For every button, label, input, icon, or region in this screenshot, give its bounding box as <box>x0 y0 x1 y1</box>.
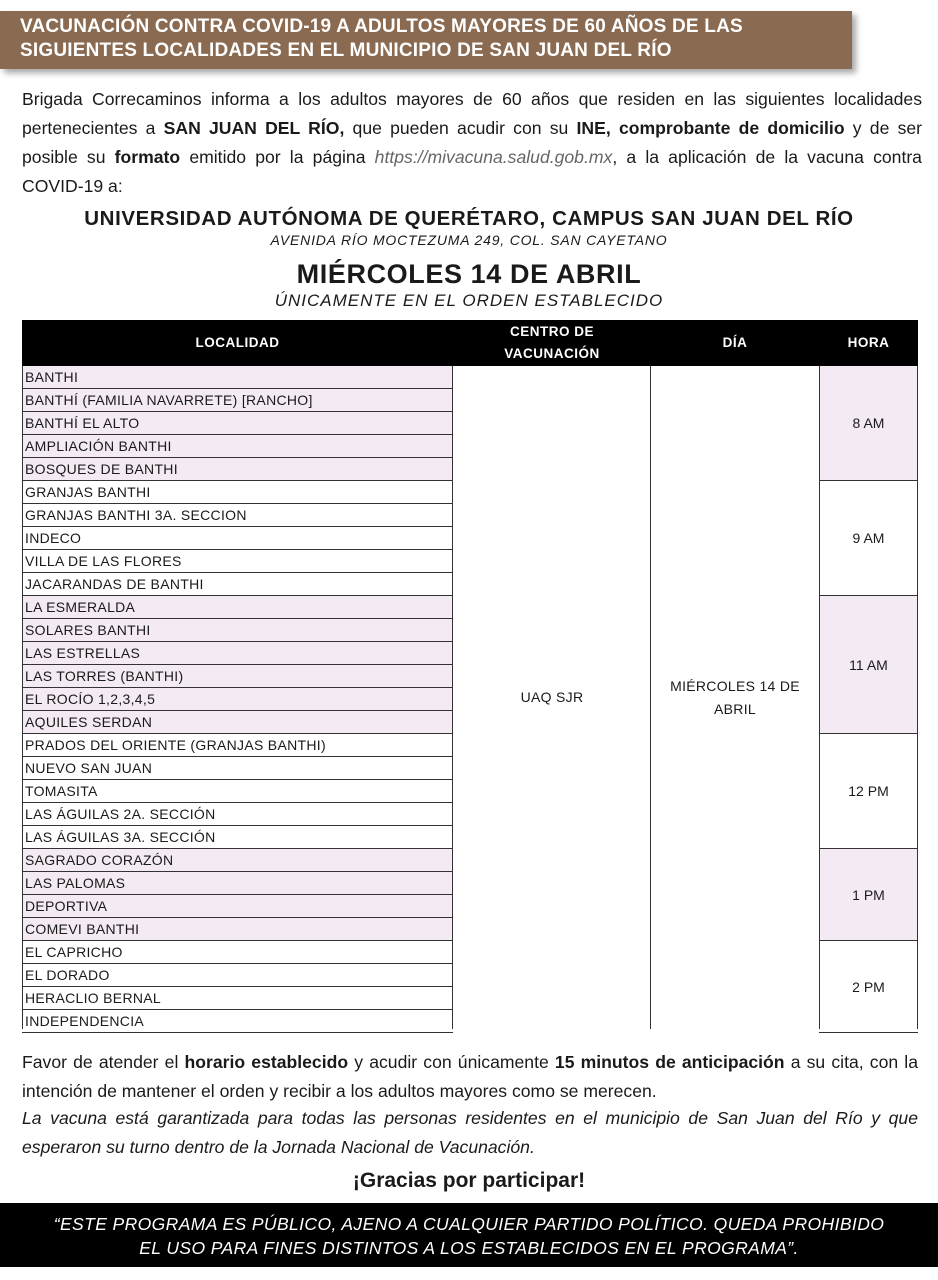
schedule-table <box>22 320 918 1029</box>
intro-text: Brigada Correcaminos informa a los adultos mayores de 60 años que residen en las siguientes localidades pertenecientes a <box>22 89 922 138</box>
intro-text: emitido por la página <box>180 147 375 167</box>
table-border <box>650 366 651 1029</box>
table-row: AQUILES SERDAN <box>22 711 453 734</box>
dia-cell <box>651 366 819 1029</box>
table-row: INDECO <box>22 527 453 550</box>
footer-bold: horario establecido <box>184 1052 349 1072</box>
banner-line-1: VACUNACIÓN CONTRA COVID-19 A ADULTOS MAYORES DE 60 AÑOS DE LAS <box>20 16 743 37</box>
table-row: BANTHÍ EL ALTO <box>22 412 453 435</box>
header-centro-line2: VACUNACIÓN <box>504 346 600 361</box>
table-row: GRANJAS BANTHI 3A. SECCION <box>22 504 453 527</box>
hour-cell: 1 PM <box>819 849 918 941</box>
date-subtitle: ÚNICAMENTE EN EL ORDEN ESTABLECIDO <box>274 291 664 310</box>
disclaimer-line-2: EL USO PARA FINES DISTINTOS A LOS ESTABLECIDOS EN EL PROGRAMA”. <box>139 1238 799 1258</box>
table-row: COMEVI BANTHI <box>22 918 453 941</box>
table-row: EL CAPRICHO <box>22 941 453 964</box>
intro-paragraph <box>22 85 922 201</box>
table-row: SOLARES BANTHI <box>22 619 453 642</box>
hour-cell: 9 AM <box>819 481 918 596</box>
footer-text: y acudir con únicamente <box>348 1052 555 1072</box>
intro-municipality: SAN JUAN DEL RÍO, <box>163 118 345 138</box>
table-row: BANTHÍ (FAMILIA NAVARRETE) [RANCHO] <box>22 389 453 412</box>
disclaimer-bar <box>0 1203 938 1267</box>
table-row: LAS ÁGUILAS 2A. SECCIÓN <box>22 803 453 826</box>
banner-line-2: SIGUIENTES LOCALIDADES EN EL MUNICIPIO DE SAN JUAN DEL RÍO <box>20 40 672 61</box>
table-row: JACARANDAS DE BANTHI <box>22 573 453 596</box>
table-row: LAS ÁGUILAS 3A. SECCIÓN <box>22 826 453 849</box>
hour-cell: 2 PM <box>819 941 918 1033</box>
footer-bold: 15 minutos de anticipación <box>554 1052 785 1072</box>
table-row: TOMASITA <box>22 780 453 803</box>
date-title: MIÉRCOLES 14 DE ABRIL <box>296 259 642 289</box>
table-row: NUEVO SAN JUAN <box>22 757 453 780</box>
header-dia: DÍA <box>722 335 748 350</box>
table-border <box>819 366 820 1029</box>
table-row: INDEPENDENCIA <box>22 1010 453 1033</box>
hour-cell: 11 AM <box>819 596 918 734</box>
footer-text: a su cita, con la intención de mantener el orden y recibir a los adultos mayores como se merecen. <box>22 1052 919 1101</box>
table-header <box>22 320 918 366</box>
table-row: LAS TORRES (BANTHI) <box>22 665 453 688</box>
table-row: LAS PALOMAS <box>22 872 453 895</box>
dia-line2: ABRIL <box>714 700 756 717</box>
intro-text: que pueden acudir con su <box>344 118 577 138</box>
venue-address: AVENIDA RÍO MOCTEZUMA 249, COL. SAN CAYETANO <box>270 232 668 248</box>
footer-paragraph-1 <box>22 1048 918 1106</box>
table-border-right <box>917 366 918 1029</box>
table-row: PRADOS DEL ORIENTE (GRANJAS BANTHI) <box>22 734 453 757</box>
table-border <box>452 366 453 1029</box>
intro-format: formato <box>114 147 181 167</box>
intro-text: , a la aplicación de la vacuna contra COVID-19 a: <box>22 147 922 196</box>
header-hora: HORA <box>847 335 890 350</box>
table-row: HERACLIO BERNAL <box>22 987 453 1010</box>
table-row: AMPLIACIÓN BANTHI <box>22 435 453 458</box>
title-banner <box>0 11 852 69</box>
table-row: BOSQUES DE BANTHI <box>22 458 453 481</box>
intro-requirements: INE, comprobante de domicilio <box>576 118 845 138</box>
intro-text: y de ser posible su <box>22 118 923 167</box>
intro-url: https://mivacuna.salud.gob.mx <box>374 147 613 167</box>
disclaimer-line-1: “ESTE PROGRAMA ES PÚBLICO, AJENO A CUALQUIER PARTIDO POLÍTICO. QUEDA PROHIBIDO <box>53 1214 885 1234</box>
table-row: VILLA DE LAS FLORES <box>22 550 453 573</box>
venue-title: UNIVERSIDAD AUTÓNOMA DE QUERÉTARO, CAMPUS SAN JUAN DEL RÍO <box>84 207 854 230</box>
table-row: EL DORADO <box>22 964 453 987</box>
thanks-text: ¡Gracias por participar! <box>352 1169 586 1192</box>
table-row: DEPORTIVA <box>22 895 453 918</box>
table-border-left <box>22 366 23 1029</box>
table-row: EL ROCÍO 1,2,3,4,5 <box>22 688 453 711</box>
header-centro-line1: CENTRO DE <box>509 324 594 339</box>
table-row: BANTHI <box>22 366 453 389</box>
centro-cell: UAQ SJR <box>520 689 584 705</box>
footer-paragraph-2: La vacuna está garantizada para todas las personas residentes en el municipio de San Juan del Río y que esperaron su turno dentro de la Jornada Nacional de Vacunación. <box>22 1108 918 1157</box>
table-row: LA ESMERALDA <box>22 596 453 619</box>
table-row: LAS ESTRELLAS <box>22 642 453 665</box>
hour-cell: 8 AM <box>819 366 918 481</box>
table-row: GRANJAS BANTHI <box>22 481 453 504</box>
header-centro <box>453 320 651 366</box>
header-localidad: LOCALIDAD <box>195 335 280 350</box>
footer-text: Favor de atender el <box>22 1052 185 1072</box>
hour-cell: 12 PM <box>819 734 918 849</box>
dia-line1: MIÉRCOLES 14 DE <box>670 677 800 694</box>
table-row: SAGRADO CORAZÓN <box>22 849 453 872</box>
